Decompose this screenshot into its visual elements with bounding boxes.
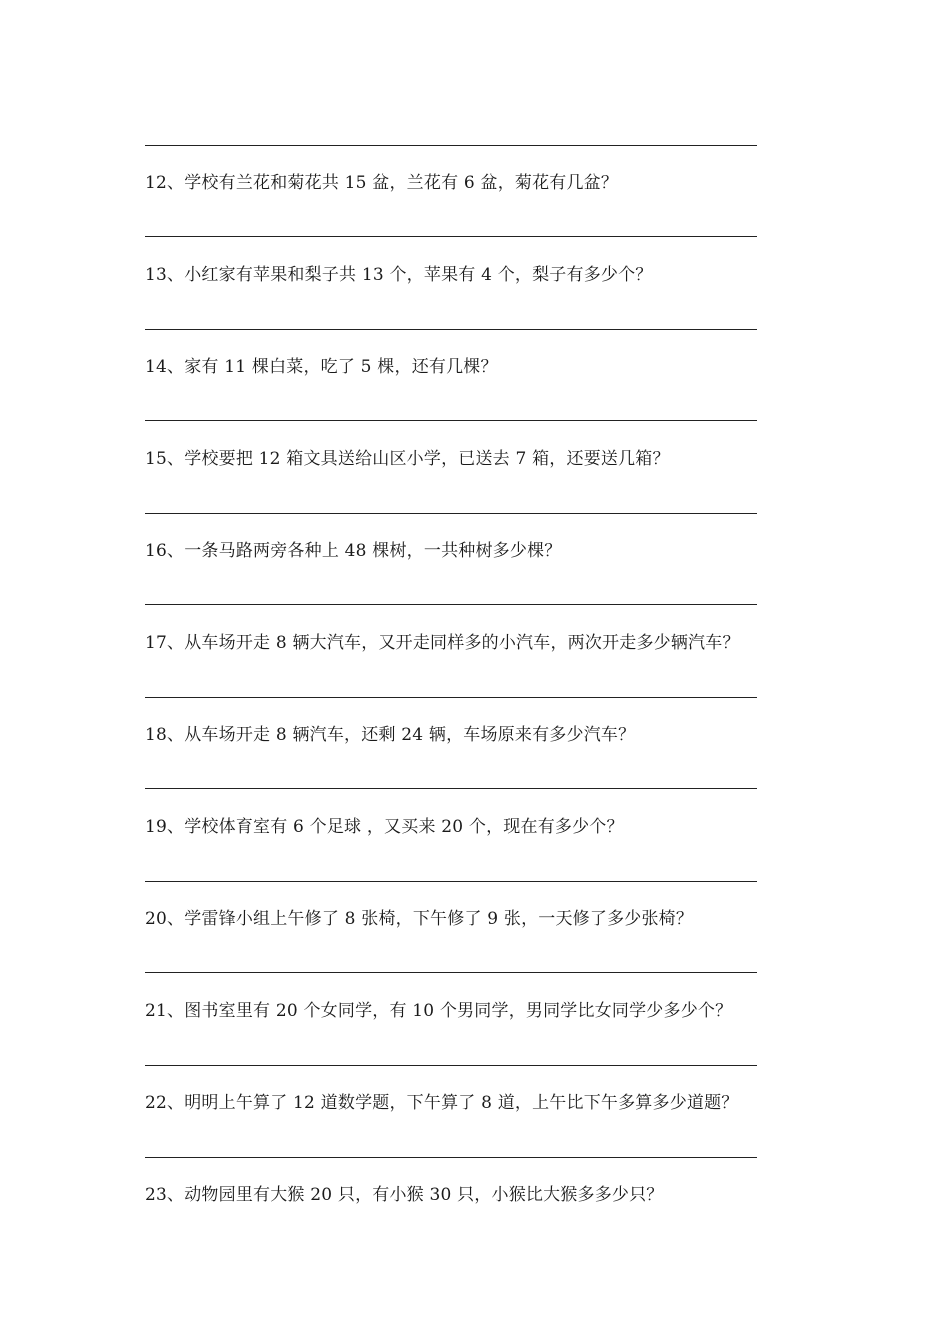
answer-line — [145, 1157, 757, 1158]
answer-line — [145, 1065, 757, 1066]
answer-line — [145, 513, 757, 514]
question-18: 18、从车场开走 8 辆汽车，还剩 24 辆，车场原来有多少汽车？ — [145, 725, 636, 745]
question-23: 23、动物园里有大猴 20 只，有小猴 30 只，小猴比大猴多多少只？ — [145, 1185, 664, 1205]
answer-line — [145, 604, 757, 605]
question-19: 19、学校体育室有 6 个足球 ，又买来 20 个，现在有多少个？ — [145, 817, 624, 837]
answer-line — [145, 236, 757, 237]
answer-line — [145, 697, 757, 698]
question-20: 20、学雷锋小组上午修了 8 张椅，下午修了 9 张，一天修了多少张椅？ — [145, 909, 694, 929]
answer-line — [145, 788, 757, 789]
answer-line — [145, 329, 757, 330]
question-12: 12、学校有兰花和菊花共 15 盆，兰花有 6 盆，菊花有几盆？ — [145, 173, 619, 193]
question-22: 22、明明上午算了 12 道数学题，下午算了 8 道，上午比下午多算多少道题？ — [145, 1093, 739, 1113]
answer-line — [145, 972, 757, 973]
question-13: 13、小红家有苹果和梨子共 13 个，苹果有 4 个，梨子有多少个？ — [145, 265, 653, 285]
question-21: 21、图书室里有 20 个女同学，有 10 个男同学，男同学比女同学少多少个？ — [145, 1001, 733, 1021]
answer-line — [145, 145, 757, 146]
question-15: 15、学校要把 12 箱文具送给山区小学，已送去 7 箱，还要送几箱？ — [145, 449, 670, 469]
answer-line — [145, 881, 757, 882]
question-16: 16、一条马路两旁各种上 48 棵树，一共种树多少棵？ — [145, 541, 562, 561]
question-17: 17、从车场开走 8 辆大汽车，又开走同样多的小汽车，两次开走多少辆汽车？ — [145, 633, 740, 653]
question-14: 14、家有 11 棵白菜，吃了 5 棵，还有几棵？ — [145, 357, 498, 377]
answer-line — [145, 420, 757, 421]
